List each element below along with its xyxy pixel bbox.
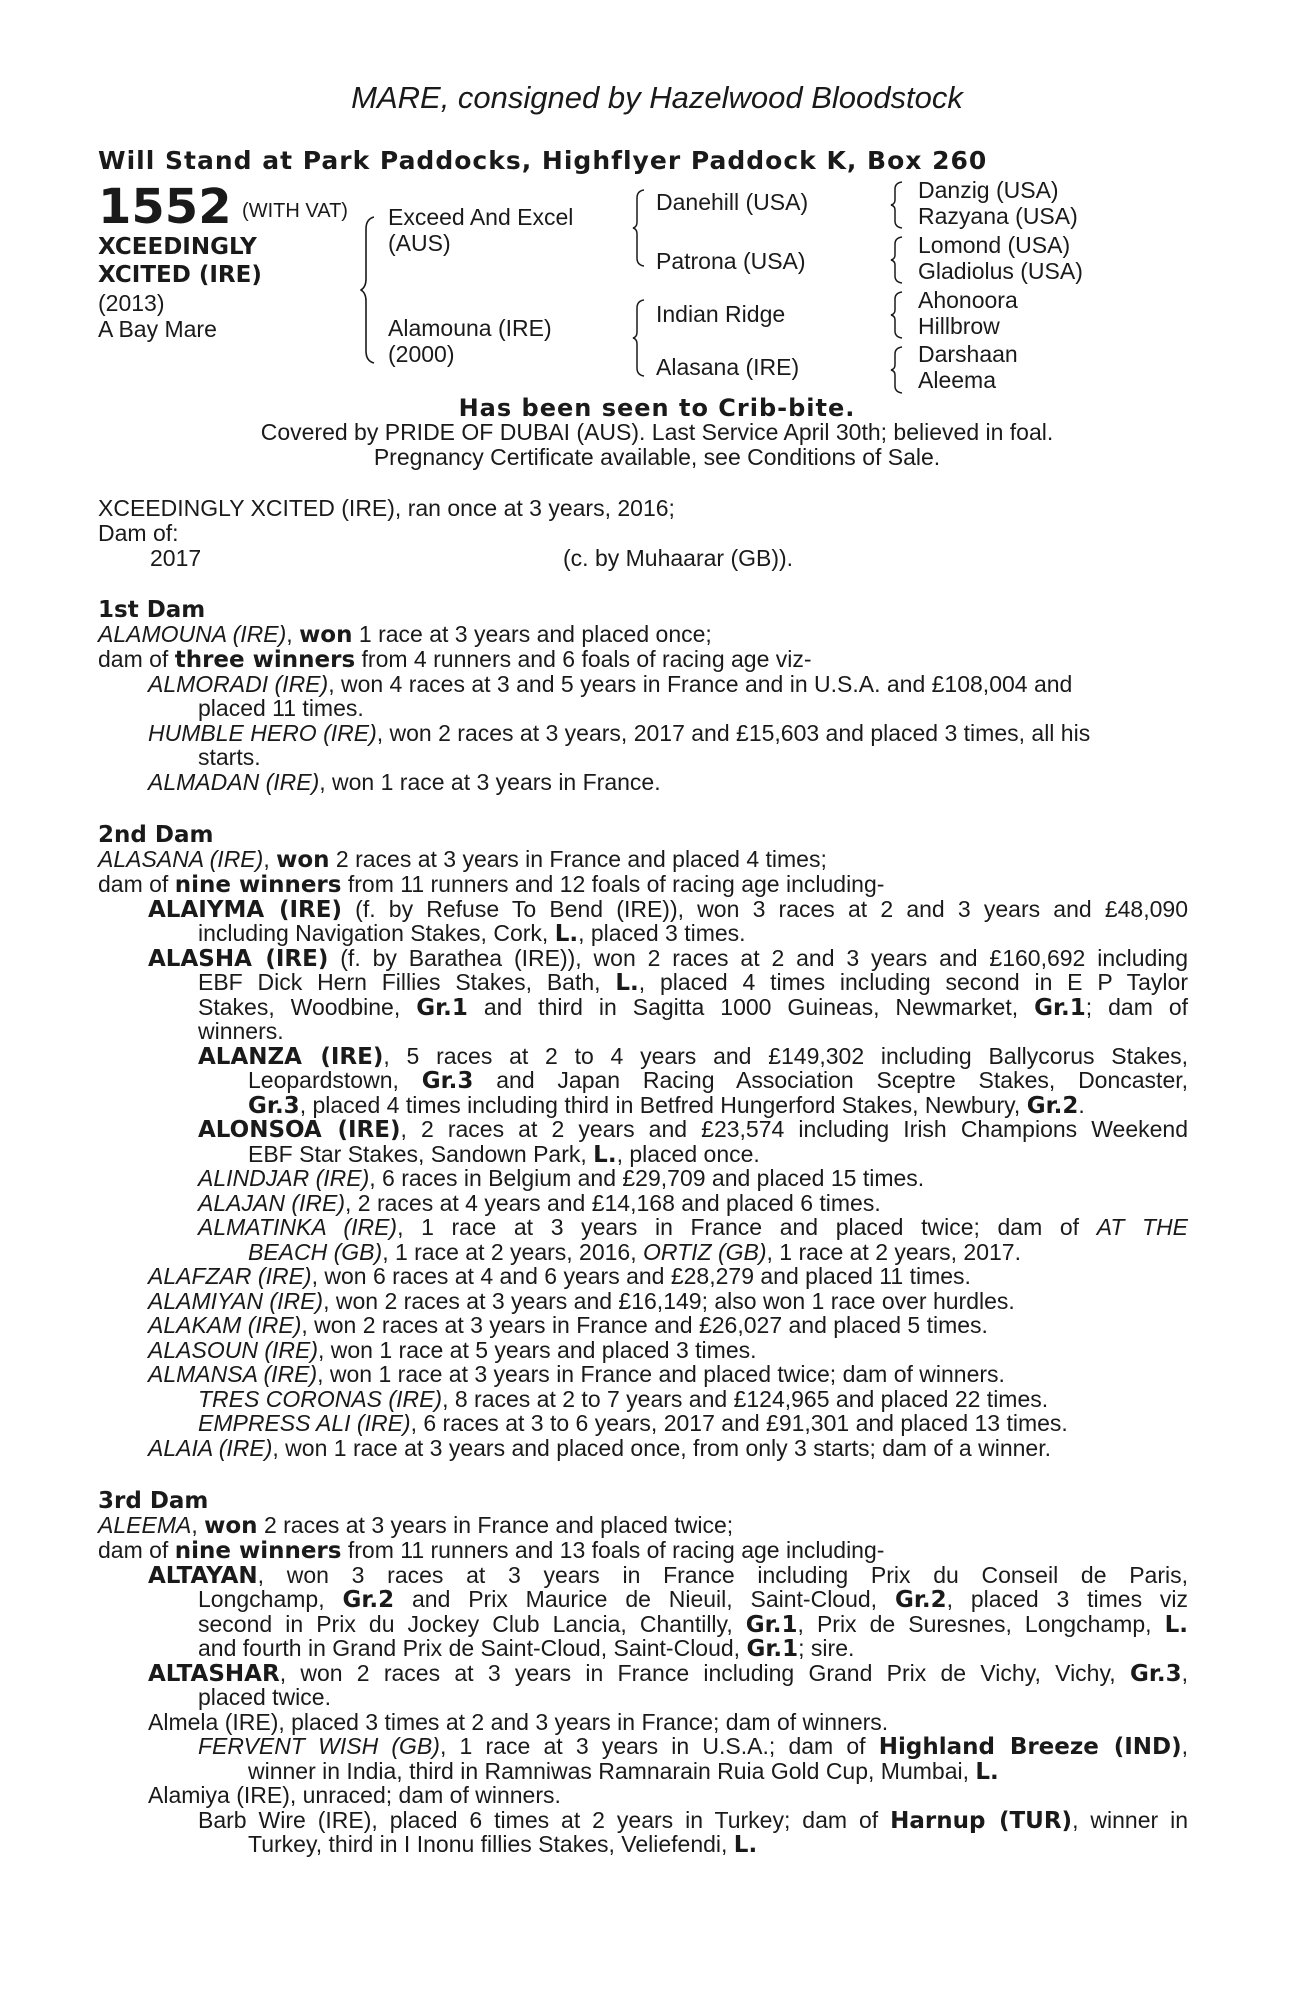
second-dam-name: ALASANA (IRE)	[98, 846, 264, 872]
alaiyma-cont-end: , placed 3 times.	[578, 920, 746, 946]
almansa-entry	[148, 1362, 1005, 1387]
altayan-line4b: ; sire.	[798, 1635, 855, 1661]
alanza-line2a: Leopardstown,	[248, 1067, 399, 1093]
vice-note: Has been seen to Crib-bite.	[458, 394, 856, 422]
alasoun-text: , won 1 race at 5 years and placed 3 times.	[317, 1337, 757, 1363]
altayan-text: , won 3 races at 3 years in France including Prix du Conseil de Paris,	[257, 1562, 1188, 1588]
almadan-entry	[148, 770, 661, 795]
listed-label: L.	[554, 921, 579, 947]
pedigree-bracket-danehill	[890, 180, 906, 230]
alajan-entry	[198, 1191, 881, 1216]
group3-label: Gr.3	[1129, 1661, 1182, 1687]
alaia-text: , won 1 race at 3 years and placed once, from only 3 starts; dam of a winner.	[272, 1435, 1051, 1461]
won-label: won	[276, 847, 330, 873]
alafzar-text: , won 6 races at 4 and 6 years and £28,279 and placed 11 times.	[311, 1263, 971, 1289]
group2-label: Gr.2	[1026, 1093, 1079, 1119]
empress-ali-entry	[198, 1411, 1068, 1436]
group2-label: Gr.2	[342, 1587, 395, 1613]
period: .	[1078, 1092, 1085, 1118]
group1-label: Gr.1	[1034, 995, 1086, 1021]
altayan-line3b: , Prix de Suresnes, Longchamp,	[797, 1611, 1152, 1637]
alindjar-entry	[198, 1166, 924, 1191]
alasha-line3	[198, 995, 1188, 1021]
almoradi-entry	[148, 672, 1072, 697]
almatinka-name: ALMATINKA (IRE)	[198, 1214, 398, 1240]
pedigree-ssd: Razyana (USA)	[918, 203, 1078, 229]
alasha-line2	[198, 970, 1188, 996]
pedigree-bracket-sire	[632, 188, 648, 268]
vat-note: (WITH VAT)	[242, 200, 348, 222]
pedigree-dam-dam: Alasana (IRE)	[656, 354, 800, 380]
record-line: XCEEDINGLY XCITED (IRE), ran once at 3 years, 2016;	[98, 495, 675, 521]
altayan-line4	[198, 1636, 854, 1662]
lot-number: 1552	[98, 179, 232, 235]
alanza-line3a: , placed 4 times including third in Betfred Hungerford Stakes, Newbury,	[299, 1092, 1021, 1118]
alonsoa-line2a: EBF Star Stakes, Sandown Park,	[248, 1141, 587, 1167]
ortiz-text: , 1 race at 2 years, 2017.	[766, 1239, 1021, 1265]
pedigree-dam: Alamouna (IRE)	[388, 315, 552, 341]
pedigree-bracket-alasana	[890, 345, 906, 395]
altayan-line2	[198, 1587, 1188, 1613]
altayan-line2c: , placed 3 times viz	[946, 1586, 1189, 1612]
fervent-wish-entry	[198, 1734, 1188, 1760]
pedigree-dam-sire: Indian Ridge	[656, 301, 786, 327]
pedigree-bracket-dam	[632, 298, 648, 378]
alasha-line3c: ; dam of	[1085, 994, 1189, 1020]
alajan-text: , 2 races at 4 years and £14,168 and placed 6 times.	[344, 1190, 881, 1216]
pedigree-sire-sire: Danehill (USA)	[656, 189, 809, 215]
winners-count: nine winners	[174, 872, 342, 898]
pedigree-dam-year: (2000)	[388, 341, 455, 367]
third-dam-produce	[98, 1538, 884, 1564]
almadan-text: , won 1 race at 3 years in France.	[319, 769, 661, 795]
pedigree-sire: Exceed And Excel	[388, 204, 574, 230]
humble-hero-name: HUMBLE HERO (IRE)	[148, 720, 377, 746]
listed-label: L.	[1164, 1612, 1188, 1638]
almoradi-cont: placed 11 times.	[198, 695, 364, 721]
second-dam-intro-text: 2 races at 3 years in France and placed 4 times;	[335, 846, 827, 872]
ortiz-name: ORTIZ (GB)	[643, 1239, 767, 1265]
barb-wire-end: , winner in	[1072, 1807, 1189, 1833]
beach-name: BEACH (GB)	[248, 1239, 383, 1265]
alasha-line4: winners.	[198, 1018, 284, 1044]
second-dam-heading: 2nd Dam	[98, 822, 214, 848]
humble-hero-text: , won 2 races at 3 years, 2017 and £15,603 and placed 3 times, all his	[376, 720, 1091, 746]
dam-of-text: dam of	[98, 871, 169, 897]
alamiyan-entry	[148, 1289, 1015, 1314]
listed-label: L.	[975, 1759, 999, 1785]
listed-label: L.	[615, 970, 639, 996]
third-dam-heading: 3rd Dam	[98, 1488, 209, 1514]
comma: ,	[1181, 1660, 1189, 1686]
almatinka-entry	[198, 1215, 1188, 1240]
first-dam-produce	[98, 647, 812, 673]
group1-label: Gr.1	[745, 1612, 798, 1638]
pedigree-sdd: Gladiolus (USA)	[918, 258, 1083, 284]
alanza-text: , 5 races at 2 to 4 years and £149,302 including Ballycorus Stakes,	[383, 1043, 1189, 1069]
alaiyma-cont	[198, 921, 746, 947]
beach-text: , 1 race at 2 years, 2016,	[382, 1239, 637, 1265]
tres-coronas-entry	[198, 1387, 1048, 1412]
alasha-text: (f. by Barathea (IRE)), won 2 races at 2 and 3 years and £160,692 including	[340, 945, 1189, 971]
listed-label: L.	[593, 1142, 617, 1168]
altayan-line4a: and fourth in Grand Prix de Saint-Cloud, Saint-Cloud,	[198, 1635, 741, 1661]
horse-name-line1: XCEEDINGLY	[98, 234, 257, 260]
dam-of-text: dam of	[98, 646, 169, 672]
almoradi-name: ALMORADI (IRE)	[148, 671, 329, 697]
alonsoa-line2b: , placed once.	[616, 1141, 760, 1167]
alaia-name: ALAIA (IRE)	[148, 1435, 273, 1461]
first-dam-intro: ALAMOUNA (IRE), won 1 race at 3 years and placed once;	[98, 621, 712, 648]
alanza-line2	[248, 1068, 1188, 1094]
alafzar-entry	[148, 1264, 971, 1289]
alanza-line2b: and Japan Racing Association Sceptre Stakes, Doncaster,	[496, 1067, 1189, 1093]
group1-label: Gr.1	[746, 1636, 799, 1662]
group1-label: Gr.1	[416, 995, 468, 1021]
alasha-line2b: , placed 4 times including second in E P Taylor	[638, 969, 1188, 995]
empress-ali-text: , 6 races at 3 to 6 years, 2017 and £91,301 and placed 13 times.	[410, 1410, 1068, 1436]
pedigree-dsd: Hillbrow	[918, 313, 1000, 339]
third-dam-intro-text: 2 races at 3 years in France and placed twice;	[263, 1512, 734, 1538]
pedigree-bracket-patrona	[890, 235, 906, 285]
humble-hero-cont: starts.	[198, 744, 261, 770]
almatinka-text: , 1 race at 3 years in France and placed twice; dam of	[397, 1214, 1080, 1240]
alasha-line3b: and third in Sagitta 1000 Guineas, Newmarket,	[483, 994, 1019, 1020]
third-dam-intro: ALEEMA, won 2 races at 3 years in France and placed twice;	[98, 1512, 734, 1539]
group3-label: Gr.3	[248, 1093, 300, 1119]
alaia-entry	[148, 1436, 1051, 1461]
alakam-name: ALAKAM (IRE)	[148, 1312, 302, 1338]
barb-wire-text: Barb Wire (IRE), placed 6 times at 2 years in Turkey; dam of	[198, 1807, 879, 1833]
almadan-name: ALMADAN (IRE)	[148, 769, 320, 795]
page-title: MARE, consigned by Hazelwood Bloodstock	[351, 80, 963, 115]
at-the-beach-name: AT THE	[1096, 1214, 1189, 1240]
pedigree-sire-country: (AUS)	[388, 230, 451, 256]
produce-year: 2017	[150, 545, 202, 571]
alamiya-entry: Alamiya (IRE), unraced; dam of winners.	[148, 1782, 561, 1808]
alonsoa-entry	[198, 1117, 1188, 1143]
alasha-name: ALASHA (IRE)	[148, 946, 329, 972]
first-dam-name: ALAMOUNA (IRE)	[98, 621, 287, 647]
alamiyan-name: ALAMIYAN (IRE)	[148, 1288, 324, 1314]
alindjar-name: ALINDJAR (IRE)	[198, 1165, 370, 1191]
alafzar-name: ALAFZAR (IRE)	[148, 1263, 312, 1289]
won-label: won	[299, 622, 353, 648]
location-line: Will Stand at Park Paddocks, Highflyer Paddock K, Box 260	[98, 146, 988, 175]
tres-coronas-name: TRES CORONAS (IRE)	[198, 1386, 443, 1412]
almela-entry: Almela (IRE), placed 3 times at 2 and 3 years in France; dam of winners.	[148, 1709, 889, 1735]
horse-name-line2: XCITED (IRE)	[98, 262, 262, 288]
alasoun-name: ALASOUN (IRE)	[148, 1337, 318, 1363]
pedigree-ddd: Aleema	[918, 367, 996, 393]
almansa-text: , won 1 race at 3 years in France and placed twice; dam of winners.	[317, 1361, 1005, 1387]
alaiyma-name: ALAIYMA (IRE)	[148, 897, 342, 923]
group2-label: Gr.2	[894, 1587, 947, 1613]
lot-number-row	[98, 179, 348, 235]
alakam-text: , won 2 races at 3 years in France and £26,027 and placed 5 times.	[301, 1312, 988, 1338]
horse-year: (2013)	[98, 290, 165, 316]
almoradi-text: , won 4 races at 3 and 5 years in France and in U.S.A. and £108,004 and	[328, 671, 1073, 697]
humble-hero-entry	[148, 721, 1090, 746]
altayan-line2a: Longchamp,	[198, 1586, 325, 1612]
comma: ,	[1181, 1733, 1189, 1759]
pedigree-bracket-main	[360, 215, 380, 365]
almansa-name: ALMANSA (IRE)	[148, 1361, 318, 1387]
alamiyan-text: , won 2 races at 3 years and £16,149; also won 1 race over hurdles.	[323, 1288, 1015, 1314]
winners-rest: from 11 runners and 13 foals of racing age including-	[347, 1537, 885, 1563]
altayan-line3a: second in Prix du Jockey Club Lancia, Chantilly,	[198, 1611, 733, 1637]
pedigree-dds: Darshaan	[918, 341, 1018, 367]
winners-rest: from 11 runners and 12 foals of racing age including-	[347, 871, 885, 897]
alajan-name: ALAJAN (IRE)	[198, 1190, 345, 1216]
group3-label: Gr.3	[421, 1068, 474, 1094]
fervent-wish-name: FERVENT WISH (GB)	[198, 1733, 440, 1759]
altashar-name: ALTASHAR	[148, 1661, 280, 1687]
first-dam-intro-text: 1 race at 3 years and placed once;	[358, 621, 712, 647]
fervent-wish-text: , 1 race at 3 years in U.S.A.; dam of	[439, 1733, 866, 1759]
alaiyma-text: (f. by Refuse To Bend (IRE)), won 3 races at 2 and 3 years and £48,090	[355, 896, 1188, 922]
alasha-line2a: EBF Dick Hern Fillies Stakes, Bath,	[198, 969, 601, 995]
pedigree-bracket-indian-ridge	[890, 290, 906, 340]
first-dam-heading: 1st Dam	[98, 597, 206, 623]
barb-wire-line2	[248, 1832, 757, 1858]
alonsoa-name: ALONSOA (IRE)	[198, 1117, 401, 1143]
alaiyma-cont-text: including Navigation Stakes, Cork,	[198, 920, 549, 946]
winners-rest: from 4 runners and 6 foals of racing age viz-	[361, 646, 812, 672]
alindjar-text: , 6 races in Belgium and £29,709 and placed 15 times.	[369, 1165, 925, 1191]
alakam-entry	[148, 1313, 988, 1338]
winners-count: nine winners	[174, 1538, 342, 1564]
winners-count: three winners	[174, 647, 356, 673]
certificate-note: Pregnancy Certificate available, see Conditions of Sale.	[373, 444, 941, 470]
alonsoa-text: , 2 races at 2 years and £23,574 including Irish Champions Weekend	[400, 1116, 1189, 1142]
listed-label: L.	[733, 1832, 758, 1858]
second-dam-produce	[98, 872, 884, 898]
alasha-line3a: Stakes, Woodbine,	[198, 994, 401, 1020]
altayan-line2b: and Prix Maurice de Nieuil, Saint-Cloud,	[412, 1586, 878, 1612]
alanza-name: ALANZA (IRE)	[198, 1044, 384, 1070]
almatinka-line2	[248, 1240, 1021, 1265]
covered-note: Covered by PRIDE OF DUBAI (AUS). Last Service April 30th; believed in foal.	[260, 419, 1054, 445]
pedigree-sds: Lomond (USA)	[918, 232, 1071, 258]
horse-description: A Bay Mare	[98, 316, 217, 342]
won-label: won	[204, 1513, 258, 1539]
altashar-text: , won 2 races at 3 years in France including Grand Prix de Vichy, Vichy,	[279, 1660, 1116, 1686]
altashar-line2: placed twice.	[198, 1684, 331, 1710]
altayan-name: ALTAYAN	[148, 1563, 258, 1589]
dam-of-text: dam of	[98, 1537, 169, 1563]
produce-detail: (c. by Muhaarar (GB)).	[563, 545, 794, 571]
highland-breeze-name: Highland Breeze (IND)	[878, 1734, 1182, 1760]
second-dam-intro: ALASANA (IRE), won 2 races at 3 years in France and placed 4 times;	[98, 846, 827, 873]
pedigree-sire-dam: Patrona (USA)	[656, 248, 806, 274]
pedigree-dss: Ahonoora	[918, 287, 1018, 313]
barb-wire-line2-text: Turkey, third in I Inonu fillies Stakes, Veliefendi,	[248, 1831, 728, 1857]
harnup-name: Harnup (TUR)	[890, 1808, 1073, 1834]
alasoun-entry	[148, 1338, 757, 1363]
empress-ali-name: EMPRESS ALI (IRE)	[198, 1410, 411, 1436]
fervent-wish-line2-text: winner in India, third in Ramniwas Ramnarain Ruia Gold Cup, Mumbai,	[248, 1758, 969, 1784]
third-dam-name: ALEEMA	[98, 1512, 192, 1538]
tres-coronas-text: , 8 races at 2 to 7 years and £124,965 and placed 22 times.	[442, 1386, 1049, 1412]
pedigree-sss: Danzig (USA)	[918, 177, 1059, 203]
dam-of-label: Dam of:	[98, 520, 179, 546]
